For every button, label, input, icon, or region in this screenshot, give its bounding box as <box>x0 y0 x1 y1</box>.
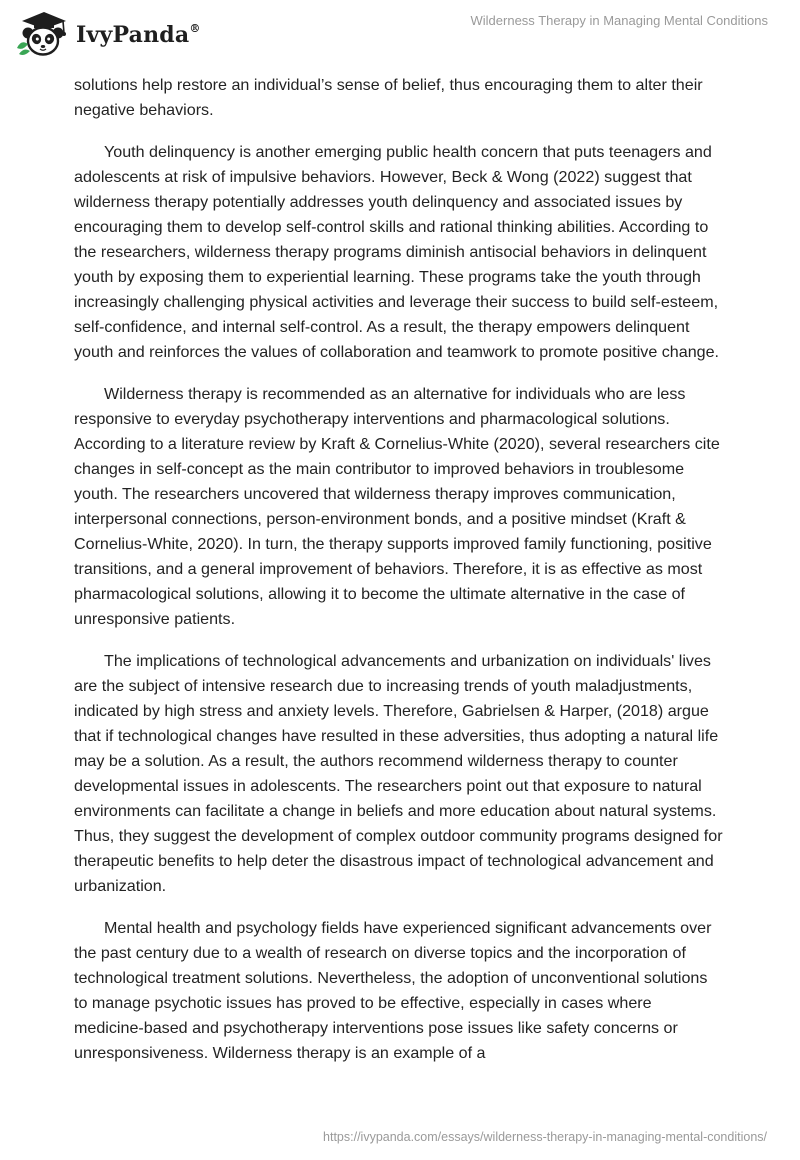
running-title: Wilderness Therapy in Managing Mental Conditions <box>470 13 768 28</box>
paragraph: Youth delinquency is another emerging public health concern that puts teenagers and adolescents at risk of impulsive behaviors. However, Beck & Wong (2022) suggest that wilderness therapy potentially addresses youth delinquency and associated issues by encouraging them to develop self-control skills and rational thinking abilities. According to the researchers, wilderness therapy programs diminish antisocial behaviors in delinquent youth by exposing them to experiential learning. These programs take the youth through increasingly challenging physical activities and leverage their success to build self-esteem, self-confidence, and internal self-control. As a result, the therapy empowers delinquent youth and reinforces the values of collaboration and teamwork to promote positive change. <box>74 143 720 361</box>
logo-wordmark: IvyPanda® <box>76 21 201 48</box>
essay-body <box>74 73 724 1083</box>
paragraph: Mental health and psychology fields have experienced significant advancements over the past century due to a wealth of research on diverse topics and the incorporation of technological treatment solutions. Nevertheless, the adoption of unconventional solutions to manage psychotic issues has proved to be effective, especially in cases where medicine-based and psychotherapy interventions pose issues like safety concerns or unresponsiveness. Wilderness therapy is an example of a <box>74 919 712 1062</box>
page-header <box>0 0 800 70</box>
panda-graduate-icon <box>14 8 70 58</box>
paragraph: Wilderness therapy is recommended as an alternative for individuals who are less responsive to everyday psychotherapy interventions and pharmacological solutions. According to a literature review by Kraft & Cornelius-White (2020), several researchers cite changes in self-concept as the main contributor to improved behaviors in troublesome youth. The researchers uncovered that wilderness therapy improves communication, interpersonal connections, person-environment bonds, and a positive mindset (Kraft & Cornelius-White, 2020). In turn, the therapy supports improved family functioning, positive transitions, and a general improvement of behaviors. Therefore, it is as effective as most pharmacological solutions, allowing it to become the ultimate alternative in the case of unresponsive patients. <box>74 385 720 628</box>
paragraph: The implications of technological advancements and urbanization on individuals' lives are the subject of intensive research due to increasing trends of youth maladjustments, indicated by high stress and anxiety levels. Therefore, Gabrielsen & Harper, (2018) argue that if technological changes have resulted in these adversities, thus adopting a natural life may be a solution. As a result, the authors recommend wilderness therapy to counter developmental issues in adolescents. The researchers point out that exposure to natural environments can facilitate a change in beliefs and more education about natural systems. Thus, they suggest the development of complex outdoor community programs designed for therapeutic benefits to help deter the disastrous impact of technological advancement and urbanization. <box>74 652 723 895</box>
paragraph: solutions help restore an individual’s sense of belief, thus encouraging them to alter their negative behaviors. <box>74 76 703 119</box>
ivypanda-logo[interactable] <box>14 8 201 58</box>
source-url[interactable]: https://ivypanda.com/essays/wilderness-therapy-in-managing-mental-conditions/ <box>323 1130 767 1144</box>
